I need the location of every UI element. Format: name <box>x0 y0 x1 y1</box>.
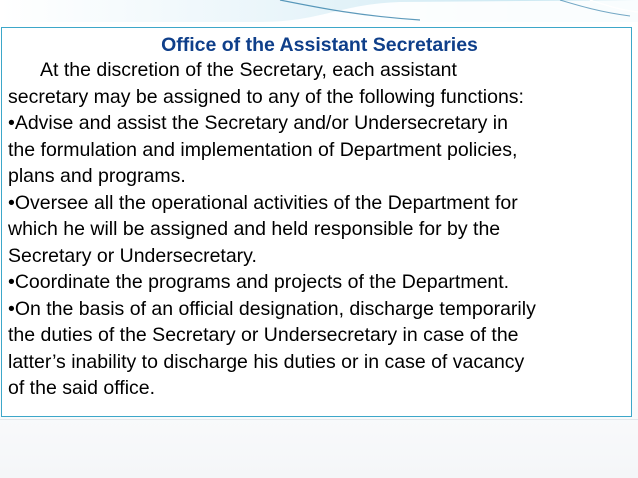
bullet-line: •Coordinate the programs and projects of the Department. <box>8 271 510 293</box>
bullet-line: •Oversee all the operational activities of the Department for <box>8 191 518 214</box>
bullet-line: •Advise and assist the Secretary and/or Undersecretary in <box>8 112 508 134</box>
footer-divider <box>0 419 638 420</box>
body-line: latter’s inability to discharge his duties or in case of vacancy <box>8 350 525 373</box>
slide-title: Office of the Assistant Secretaries <box>161 34 478 56</box>
body-line: of the said office. <box>8 377 156 399</box>
body-line: secretary may be assigned to any of the following functions: <box>8 85 524 108</box>
body-line: plans and programs. <box>8 165 186 187</box>
body-line: Secretary or Undersecretary. <box>8 244 257 267</box>
content-text-box <box>1 27 632 417</box>
body-line: the duties of the Secretary or Undersecretary in case of the <box>8 324 519 346</box>
header-swoosh-decoration <box>0 0 638 24</box>
body-line: At the discretion of the Secretary, each assistant <box>40 59 457 81</box>
body-line: the formulation and implementation of Department policies, <box>8 138 518 161</box>
body-line: which he will be assigned and held responsible for by the <box>8 218 501 240</box>
bullet-line: •On the basis of an official designation, discharge temporarily <box>8 297 536 320</box>
